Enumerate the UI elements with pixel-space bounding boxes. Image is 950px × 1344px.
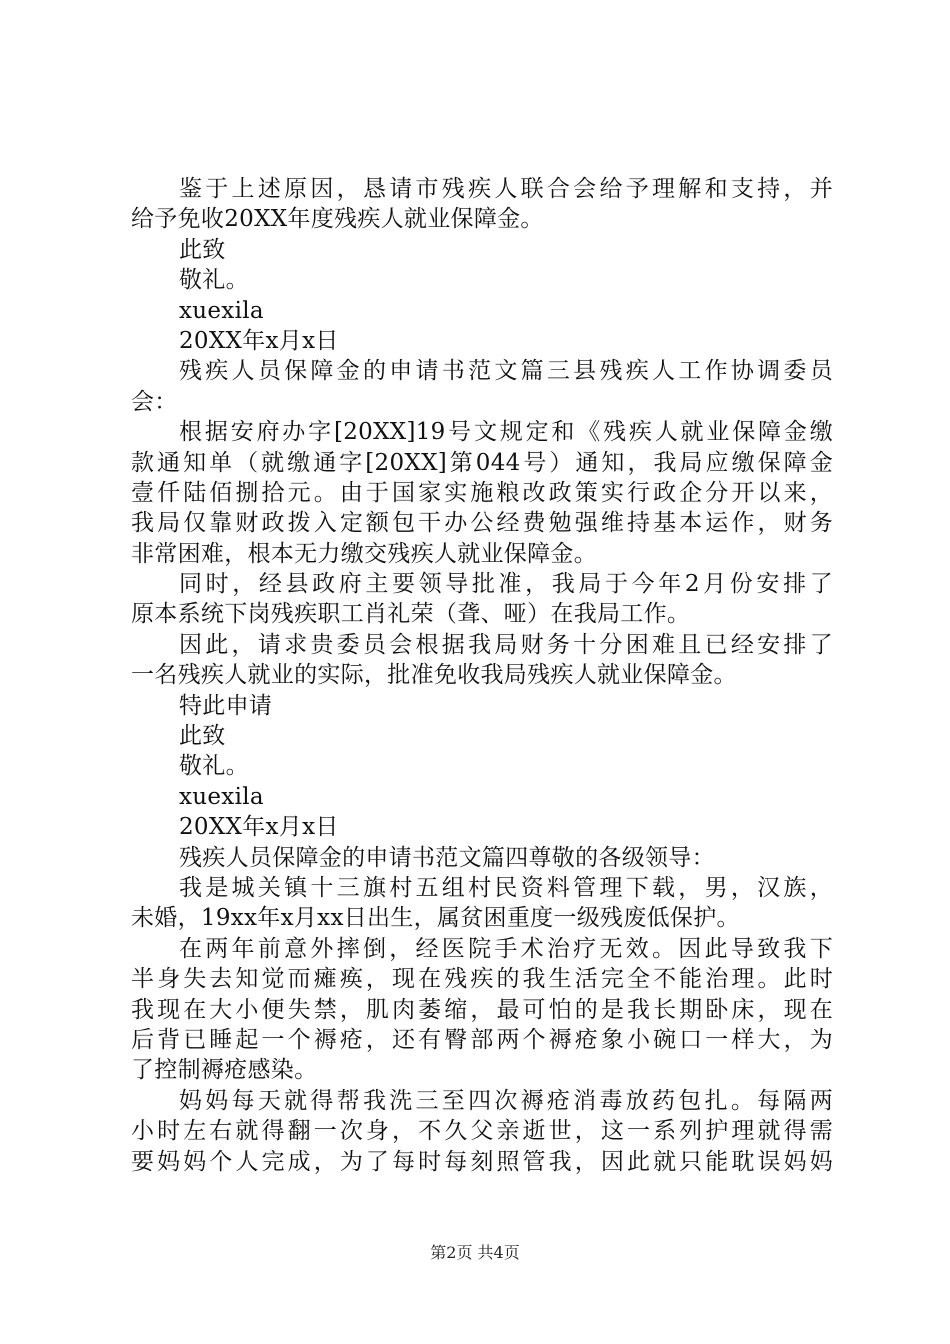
text-line: 鉴于上述原因，恳请市残疾人联合会给予理解和支持，并 bbox=[179, 176, 833, 202]
text-line: 特此申请 bbox=[179, 692, 273, 719]
text-line: 原本系统下岗残疾职工肖礼荣（聋、哑）在我局工作。 bbox=[131, 601, 691, 628]
text-line: 敬礼。 bbox=[179, 753, 249, 780]
text-line: 此致 bbox=[179, 723, 226, 750]
text-line: 根据安府办字[20XX]19号文规定和《残疾人就业保障金缴 bbox=[179, 419, 833, 446]
text-line: 我现在大小便失禁，肌肉萎缩，最可怕的是我长期卧床，现在 bbox=[131, 996, 833, 1023]
document-body bbox=[131, 174, 833, 1177]
page-footer: 第2页 共4页 bbox=[430, 1243, 520, 1262]
text-line: 未婚，19xx年x月xx日出生，属贫困重度一级残废低保护。 bbox=[131, 905, 740, 932]
text-line: 残疾人员保障金的申请书范文篇三县残疾人工作协调委员 bbox=[179, 358, 833, 385]
text-line: 后背已睡起一个褥疮，还有臀部两个褥疮象小碗口一样大，为 bbox=[131, 1026, 833, 1053]
text-line: 此致 bbox=[179, 236, 226, 263]
text-line: 20XX年x月x日 bbox=[179, 327, 339, 354]
text-line: 我局仅靠财政拨入定额包干办公经费勉强维持基本运作，财务 bbox=[131, 510, 833, 537]
text-line: 一名残疾人就业的实际，批准免收我局残疾人就业保障金。 bbox=[131, 662, 737, 689]
text-line: 残疾人员保障金的申请书范文篇四尊敬的各级领导： bbox=[179, 844, 715, 871]
text-line: 半身失去知觉而瘫痪，现在残疾的我生活完全不能治理。此时 bbox=[131, 966, 833, 993]
text-line: 会： bbox=[131, 388, 178, 415]
text-line: 小时左右就得翻一次身，不久父亲逝世，这一系列护理就得需 bbox=[131, 1118, 833, 1145]
text-line: 要妈妈个人完成，为了每时每刻照管我，因此就只能耽误妈妈 bbox=[131, 1148, 833, 1175]
text-line: xuexila bbox=[179, 297, 264, 324]
text-line: 我是城关镇十三旗村五组村民资料管理下载，男，汉族， bbox=[179, 874, 833, 901]
text-line: 壹仟陆佰捌拾元。由于国家实施粮改政策实行政企分开以来， bbox=[131, 479, 833, 506]
text-line: 同时，经县政府主要领导批准，我局于今年2月份安排了 bbox=[179, 571, 833, 598]
text-line: 妈妈每天就得帮我洗三至四次褥疮消毒放药包扎。每隔两 bbox=[179, 1087, 833, 1114]
text-line: 给予免收20XX年度残疾人就业保障金。 bbox=[131, 206, 544, 233]
text-line: 因此，请求贵委员会根据我局财务十分困难且已经安排了 bbox=[179, 631, 833, 658]
text-line: 在两年前意外摔倒，经医院手术治疗无效。因此导致我下 bbox=[179, 935, 833, 962]
text-line: 敬礼。 bbox=[179, 267, 249, 294]
text-line: 非常困难，根本无力缴交残疾人就业保障金。 bbox=[131, 540, 597, 567]
text-line: 款通知单（就缴通字[20XX]第044号）通知，我局应缴保障金 bbox=[131, 449, 833, 476]
text-line: 了控制褥疮感染。 bbox=[131, 1057, 318, 1084]
text-line: xuexila bbox=[179, 783, 264, 810]
text-line: 20XX年x月x日 bbox=[179, 814, 339, 841]
